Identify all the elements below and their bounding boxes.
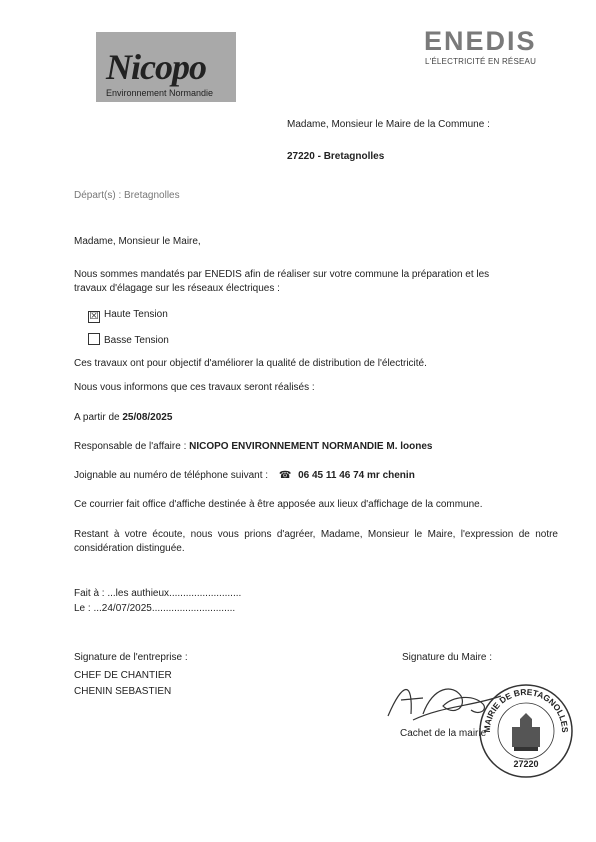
responsible-name: NICOPO ENVIRONNEMENT NORMANDIE M. loones bbox=[189, 441, 433, 452]
company-signature-line-2: CHENIN SEBASTIEN bbox=[74, 686, 172, 697]
closing-paragraph: Restant à votre écoute, nous vous prions d'agréer, Madame, Monsieur le Maire, l'expression de notre considération distinguée. bbox=[74, 529, 558, 554]
start-date-line bbox=[74, 412, 172, 423]
phone-line bbox=[74, 470, 415, 481]
start-date-prefix: A partir de bbox=[74, 412, 123, 423]
checkbox-empty-icon bbox=[88, 333, 100, 345]
salutation: Madame, Monsieur le Maire, bbox=[74, 236, 201, 247]
stamp-top-text: MAIRIE DE BRETAGNOLLES bbox=[481, 686, 571, 733]
checkbox-checked-icon: ☒ bbox=[89, 311, 99, 322]
cachet-label: Cachet de la mairie bbox=[400, 728, 487, 739]
phone-number: 06 45 11 46 74 mr chenin bbox=[298, 470, 415, 481]
nicopo-logo-name: Nicopo bbox=[106, 47, 206, 87]
affiche-line: Ce courrier fait office d'affiche destinée à être apposée aux lieux d'affichage de la commune. bbox=[74, 499, 483, 510]
nicopo-logo bbox=[96, 32, 236, 102]
start-date-value: 25/08/2025 bbox=[122, 412, 173, 423]
fait-a-line: Fait à : ...les authieux.......................... bbox=[74, 588, 242, 599]
option-label: Basse Tension bbox=[104, 335, 169, 346]
departs-line: Départ(s) : Bretagnolles bbox=[74, 190, 180, 201]
mayor-signature-title: Signature du Maire : bbox=[402, 652, 493, 663]
inform-line: Nous vous informons que ces travaux seront réalisés : bbox=[74, 382, 315, 393]
intro-paragraph: Nous sommes mandatés par ENEDIS afin de réaliser sur votre commune la préparation et les travaux d'élagage sur les réseaux électriques : bbox=[74, 269, 490, 294]
option-haute-tension bbox=[88, 309, 168, 323]
date-le-line: Le : ...24/07/2025.............................. bbox=[74, 603, 236, 614]
nicopo-logo-subtitle: Environnement Normandie bbox=[106, 88, 214, 98]
mairie-stamp bbox=[478, 683, 574, 779]
company-signature-line-1: CHEF DE CHANTIER bbox=[74, 670, 172, 681]
stamp-bottom-text: 27220 bbox=[513, 759, 539, 769]
recipient-line-2: 27220 - Bretagnolles bbox=[287, 151, 385, 162]
phone-prefix: Joignable au numéro de téléphone suivant : bbox=[74, 470, 269, 481]
company-signature-title: Signature de l'entreprise : bbox=[74, 652, 188, 663]
option-basse-tension bbox=[88, 333, 169, 346]
responsible-line bbox=[74, 441, 433, 452]
recipient-line-1: Madame, Monsieur le Maire de la Commune : bbox=[287, 119, 490, 130]
enedis-tagline: L'ÉLECTRICITÉ EN RÉSEAU bbox=[425, 57, 537, 66]
option-label: Haute Tension bbox=[104, 309, 168, 320]
phone-icon: ☎ bbox=[278, 470, 292, 481]
objective-line: Ces travaux ont pour objectif d'améliorer la qualité de distribution de l'électricité. bbox=[74, 358, 427, 369]
enedis-logo: ENEDIS bbox=[424, 26, 537, 56]
responsible-prefix: Responsable de l'affaire : bbox=[74, 441, 190, 452]
